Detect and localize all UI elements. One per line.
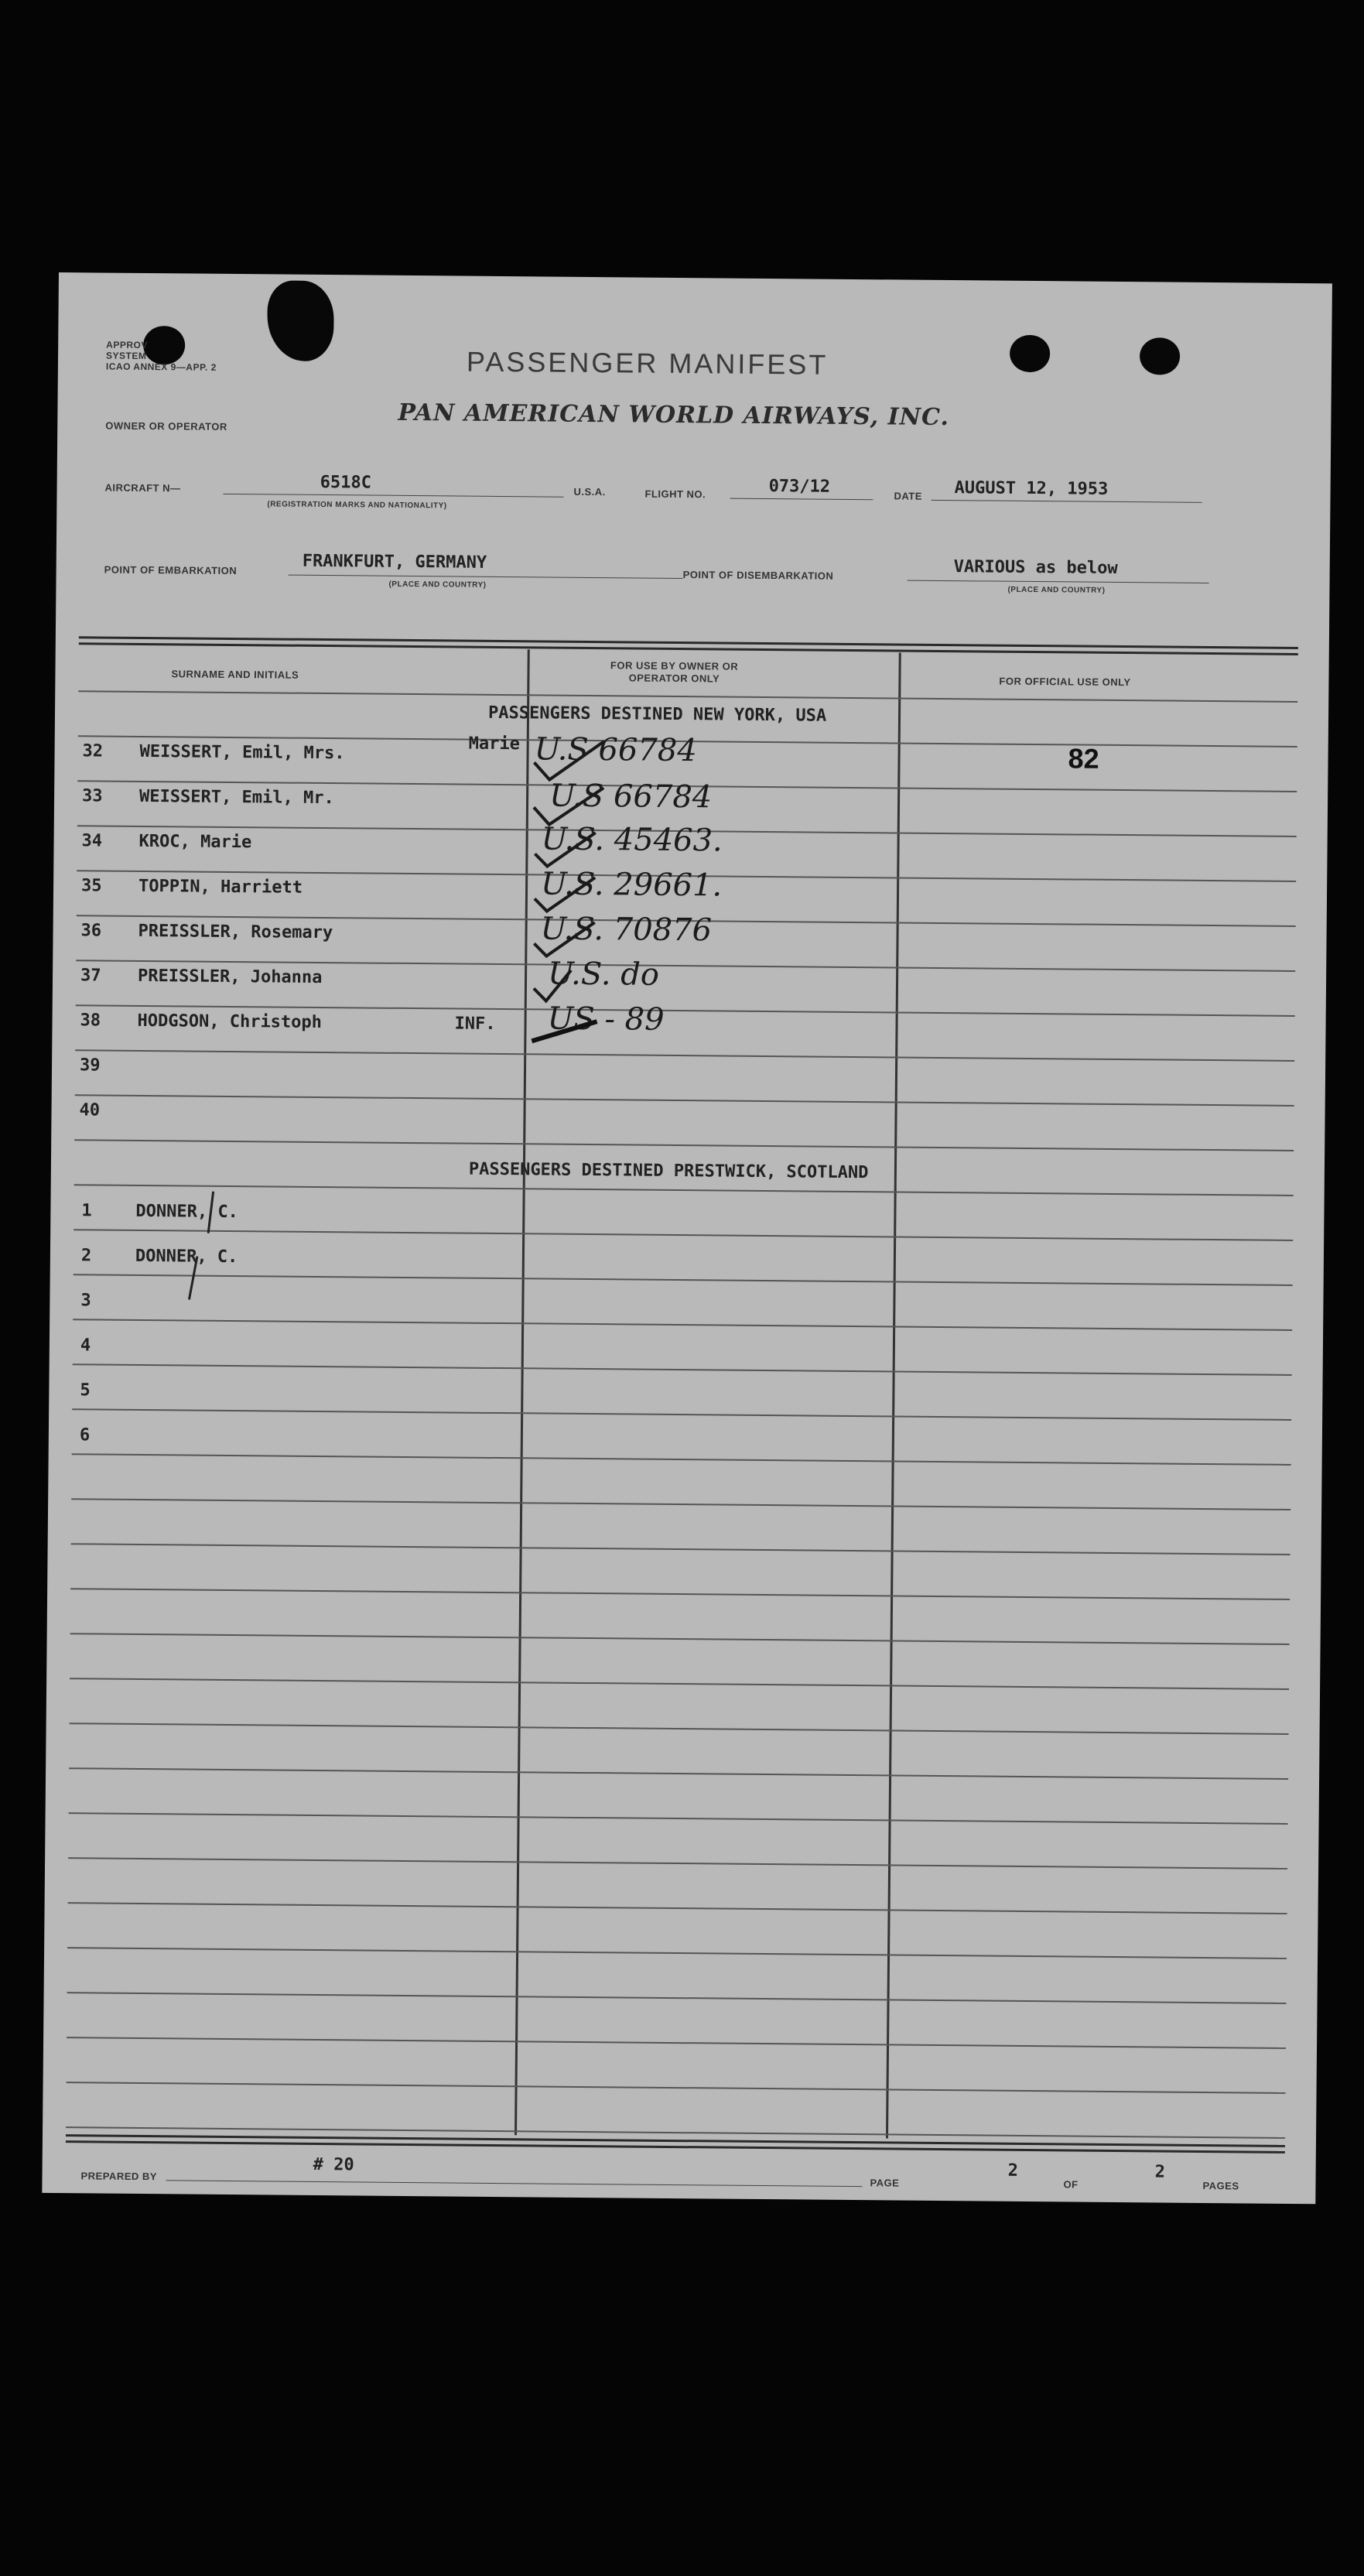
approval-block: APPROV SYSTEM ICAO ANNEX 9—APP. 2 [105, 339, 217, 373]
ruled-line [71, 1498, 1291, 1510]
owner-label: OWNER OR OPERATOR [105, 419, 227, 433]
punch-hole [1140, 337, 1180, 375]
passenger-name: DONNER, C. [135, 1246, 238, 1267]
pages-label: PAGES [1202, 2179, 1239, 2192]
ruled-line [69, 1767, 1288, 1780]
check-mark-icon [534, 922, 594, 956]
place-note: (PLACE AND COUNTRY) [388, 580, 487, 590]
row-number: 38 [80, 1011, 101, 1031]
check-marks [516, 733, 643, 1090]
date-underline [931, 500, 1202, 503]
aircraft-label: AIRCRAFT N— [104, 481, 181, 494]
page-title: PASSENGER MANIFEST [466, 345, 829, 381]
date-value: AUGUST 12, 1953 [954, 478, 1109, 499]
ruled-line [67, 2082, 1286, 2094]
row-number: 3 [80, 1291, 91, 1311]
row-number: 39 [79, 1055, 101, 1076]
torn-corner [267, 280, 334, 361]
row-lines [59, 272, 1332, 283]
manifest-sheet [42, 272, 1332, 2204]
ruled-line [68, 1857, 1287, 1870]
passenger-name: TOPPIN, Harriett [138, 876, 303, 898]
official-count: 82 [1068, 742, 1099, 775]
disembark-value: VARIOUS as below [953, 557, 1118, 578]
passport-note: U.S. 45463. [541, 821, 723, 859]
col-owner-header: FOR USE BY OWNER OR OPERATOR ONLY [610, 659, 739, 685]
header-rule-top-2 [79, 642, 1298, 655]
row-number: 5 [80, 1380, 91, 1401]
passport-note: US - 89 [547, 1001, 665, 1038]
row-number: 2 [80, 1246, 92, 1266]
row-number: 4 [80, 1336, 91, 1356]
col-surname-header: SURNAME AND INITIALS [171, 668, 299, 681]
ruled-line [67, 1992, 1287, 2004]
embark-value: FRANKFURT, GERMANY [302, 551, 487, 573]
page-label: PAGE [870, 2177, 900, 2189]
passenger-name: PREISSLER, Johanna [137, 966, 323, 988]
of-label: OF [1063, 2178, 1079, 2191]
ruled-line [74, 1184, 1294, 1196]
check-mark-icon [534, 787, 603, 825]
passenger-name: HODGSON, Christoph [137, 1011, 323, 1033]
disembark-label: POINT OF DISEMBARKATION [682, 569, 834, 582]
passport-note: U.S 66784 [549, 778, 713, 816]
row-number: 34 [81, 831, 103, 851]
ruled-line [70, 1633, 1290, 1645]
row-number: 1 [81, 1201, 92, 1221]
disembark-underline [908, 580, 1209, 583]
date-label: DATE [894, 490, 923, 502]
prepared-by-value: # 20 [313, 2154, 354, 2175]
registration-note: (REGISTRATION MARKS AND NATIONALITY) [267, 500, 447, 511]
ruled-line [78, 690, 1297, 703]
ruled-line [70, 1588, 1290, 1600]
row-number: 32 [82, 741, 104, 761]
prepared-by-label: PREPARED BY [80, 2170, 158, 2183]
passenger-name: PREISSLER, Rosemary [138, 921, 333, 943]
passenger-extra: Marie [468, 734, 521, 754]
passport-note: U.S. 29661. [540, 866, 723, 904]
passenger-name: KROC, Marie [138, 831, 252, 853]
ruled-line [70, 1678, 1289, 1690]
owner-name: PAN AMERICAN WORLD AIRWAYS, INC. [398, 399, 950, 432]
embark-underline [289, 575, 683, 579]
check-mark-icon [534, 970, 571, 1001]
passport-note: U.S. do [547, 956, 660, 993]
ruled-line [69, 1812, 1288, 1825]
row-number: 33 [81, 786, 103, 806]
check-mark-icon [532, 1021, 597, 1042]
col-official-header: FOR OFFICIAL USE ONLY [999, 675, 1131, 689]
ruled-line [71, 1543, 1291, 1555]
embark-label: POINT OF EMBARKATION [104, 563, 238, 577]
check-mark-icon [535, 877, 595, 912]
row-number: 40 [79, 1100, 101, 1120]
flight-label: FLIGHT NO. [644, 487, 706, 501]
ruled-line [68, 1902, 1287, 1914]
strike-mark [173, 1186, 220, 1303]
row-number: 6 [79, 1425, 91, 1445]
section-prestwick: PASSENGERS DESTINED PRESTWICK, SCOTLAND [468, 1159, 869, 1183]
row-number: 37 [80, 966, 101, 986]
ruled-line [67, 1947, 1287, 1959]
flight-underline [730, 498, 873, 501]
punch-hole [1010, 335, 1050, 372]
ruled-line [67, 2037, 1286, 2049]
ruled-line [70, 1722, 1289, 1735]
check-mark-icon [534, 741, 603, 780]
passenger-name: DONNER, C. [135, 1201, 238, 1223]
footer-underline [166, 2180, 862, 2187]
page-value: 2 [1007, 2160, 1018, 2181]
row-number: 35 [80, 876, 102, 896]
aircraft-underline [224, 494, 564, 498]
flight-value: 073/12 [768, 477, 831, 497]
passport-note: U.S 66784 [534, 731, 697, 769]
row-number: 36 [80, 921, 102, 941]
passenger-extra: INF. [454, 1014, 496, 1034]
nationality-label: U.S.A. [573, 485, 606, 498]
section-new-york: PASSENGERS DESTINED NEW YORK, USA [487, 703, 827, 726]
aircraft-value: 6518C [320, 472, 371, 493]
passenger-name: WEISSERT, Emil, Mrs. [139, 741, 345, 764]
passport-note: U.S. 70876 [540, 911, 713, 949]
check-mark-icon [535, 832, 595, 867]
passenger-name: WEISSERT, Emil, Mr. [138, 786, 334, 809]
pages-value: 2 [1154, 2162, 1165, 2182]
footer-rule-2 [66, 2140, 1285, 2154]
place-note-2: (PLACE AND COUNTRY) [1007, 585, 1106, 595]
